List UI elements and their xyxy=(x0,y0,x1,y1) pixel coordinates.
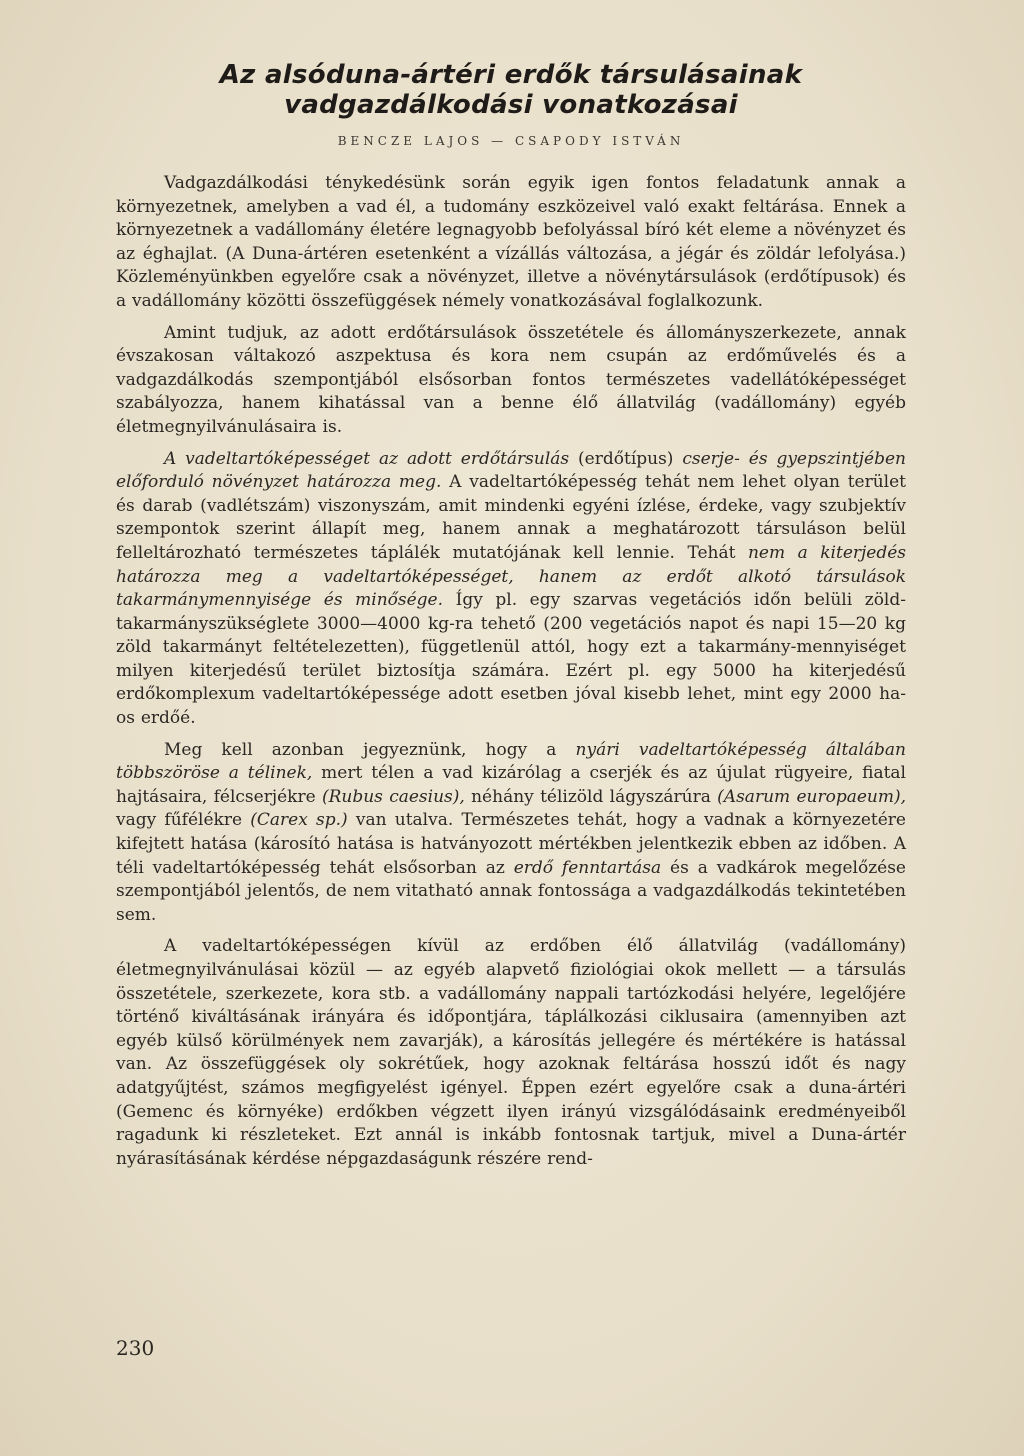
emphasis-text: nyári vadeltartóképesség általában többszöröse a télinek, xyxy=(116,739,906,784)
page-number: 230 xyxy=(116,1336,155,1360)
species-name: (Carex sp.) xyxy=(250,810,348,831)
emphasis-text: cserje- és gyepszintjében előforduló növényzet határozza meg. xyxy=(116,448,906,493)
species-name: (Rubus caesius), xyxy=(321,786,465,807)
emphasis-text: A vadeltartóképességet az adott erdőtársulás xyxy=(164,448,570,469)
article-title xyxy=(116,60,906,120)
paragraph-text: vagy fűfélékre xyxy=(116,810,251,831)
paragraph-3 xyxy=(116,448,906,731)
paragraph-text: mert télen a vad kizárólag a cserjék és az újulat rügyeire, fiatal hajtásaira, félcserjékre xyxy=(116,763,906,807)
title-line-1: Az alsóduna-ártéri erdők társulásainak xyxy=(219,60,803,90)
paragraph-text: Meg kell azonban jegyeznünk, hogy a xyxy=(164,739,576,760)
paragraph-text: (erdőtípus) xyxy=(569,448,683,469)
paragraph-text: Így pl. egy szarvas vegetációs időn belüli zöld-takarmányszükséglete 3000—4000 kg-ra tehető (200 vegetációs napot és napi 15—20 kg zöld takarmányt feltételezetten), függetlenül attól, hogy ezt a takarmány-mennyiséget milyen kiterjedésű terület biztosítja számára. Ezért pl. egy 5000 ha kiterjedésű erdőkomplexum vadeltartóképessége adott esetben jóval kisebb lehet, mint egy 2000 ha-os erdőé. xyxy=(116,590,907,729)
title-line-2: vadgazdálkodási vonatkozásai xyxy=(284,90,738,120)
paragraph-text: néhány télizöld lágyszárúra xyxy=(464,786,718,807)
species-name: (Asarum europaeum), xyxy=(717,786,906,807)
emphasis-text: erdő fenntartása xyxy=(513,857,662,878)
emphasis-text: nem a kiterjedés határozza meg a vadeltartóképességet, hanem az erdőt alkotó társulások takarmánymennyisége és minősége. xyxy=(116,542,906,611)
paragraph-1: Vadgazdálkodási ténykedésünk során egyik igen fontos feladatunk annak a környezetnek, amelyben a vad él, a tudomány eszközeivel való exakt feltárása. Ennek a környezetnek a vadállomány életére legnagyobb befolyással bíró két eleme a növényzet és az éghajlat. (A Duna-ártéren esetenként a vízállás változása, a jégár és zöldár lefolyása.) Közleményünkben egyelőre csak a növényzet, illetve a növénytársulások (erdőtípusok) és a vadállomány közötti összefüggések némely vonatkozásával foglalkozunk. xyxy=(116,173,906,311)
paragraph-5: A vadeltartóképességen kívül az erdőben élő állatvilág (vadállomány) életmegnyilvánulásai közül — az egyéb alapvető fiziológiai okok mellett — a társulás összetétele, szerkezete, kora stb. a vadállomány nappali tartózkodási helyére, legelőjére történő kiváltásának irányára és időpontjára, táplálkozási ciklusaira (amennyiben azt egyéb külső körülmények nem zavarják), a károsítás jellegére és mértékére is hatással van. Az összefüggések oly sokrétűek, hogy azoknak feltárása hosszú időt és nagy adatgyűjtést, számos megfigyelést igényel. Éppen ezért egyelőre csak a duna-ártéri (Gemenc és környéke) erdőkben végzett ilyen irányú vizsgálódásaink eredményeiből ragadunk ki részleteket. Ezt annál is inkább fontosnak tartjuk, mivel a Duna-ártér nyárasításának kérdése népgazdaságunk részére rend- xyxy=(116,936,906,1169)
paragraph-2: Amint tudjuk, az adott erdőtársulások összetétele és állományszerkezete, annak évszakosan váltakozó aszpektusa és kora nem csupán az erdőművelés és a vadgazdálkodás szempontjából elsősorban fontos természetes vadellátóképességet szabályozza, hanem kihatással van a benne élő állatvilág (vadállomány) egyéb életmegnyilvánulásaira is. xyxy=(116,322,906,437)
paragraph-text: A vadeltartóképesség tehát nem lehet olyan terület és darab (vadlétszám) viszonyszám, amit mindenki egyéni ízlése, érdeke, vagy szubjektív szempontok szerint állapít meg, hanem annak a meghatározott társuláson belül felleltározható természetes táplálék mutatójának kell lennie. Tehát xyxy=(116,472,906,563)
article xyxy=(116,60,906,1171)
article-authors: BENCZE LAJOS — CSAPODY ISTVÁN xyxy=(337,134,685,148)
paragraph-text: van utalva. Természetes tehát, hogy a vadnak a környezetére kifejtett hatása (károsító hatása is hatványozott mértékben jelentkezik ebben az időben. A téli vadeltartóképesség tehát elsősorban az xyxy=(116,810,906,878)
paragraph-text: és a vadkárok megelőzése szempontjából jelentős, de nem vitatható annak fontossága a vadgazdálkodás tekintetében sem. xyxy=(116,857,906,925)
paragraph-4 xyxy=(116,739,906,928)
